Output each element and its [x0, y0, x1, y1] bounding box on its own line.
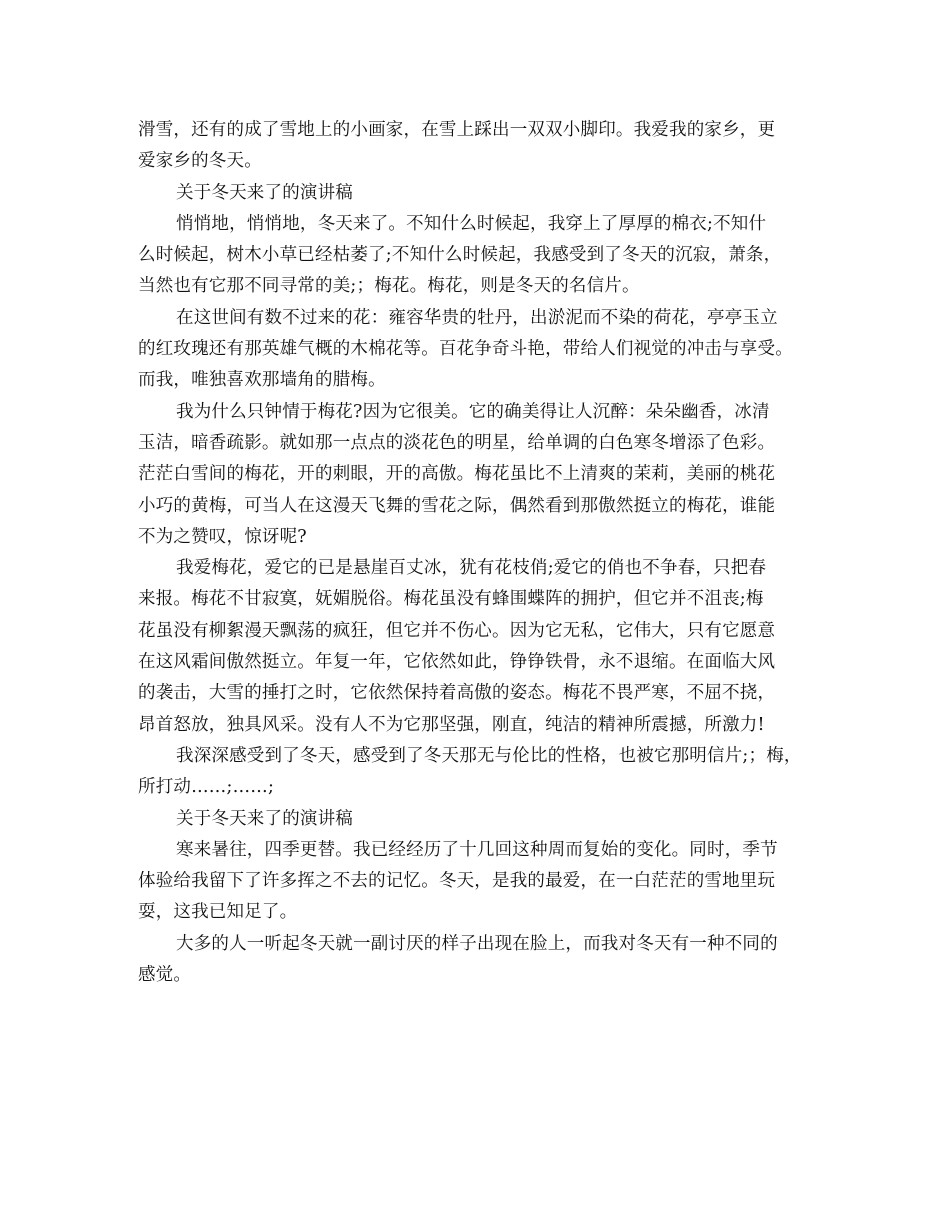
- text-line: 我深深感受到了冬天，感受到了冬天那无与伦比的性格，也被它那明信片;；梅，: [176, 745, 802, 766]
- text-line: 关于冬天来了的演讲稿: [176, 808, 353, 829]
- text-line: 玉洁，暗香疏影。就如那一点点的淡花色的明星，给单调的白色寒冬增添了色彩。: [138, 432, 776, 453]
- text-line: 而我，唯独喜欢那墙角的腊梅。: [138, 370, 386, 391]
- text-line: 当然也有它那不同寻常的美;；梅花。梅花，则是冬天的名信片。: [138, 276, 640, 297]
- text-line: 在这世间有数不过来的花：雍容华贵的牡丹，出淤泥而不染的荷花，亭亭玉立: [176, 307, 778, 328]
- paragraph: [138, 115, 818, 178]
- text-line: 耍，这我已知足了。: [138, 902, 298, 923]
- paragraph: [138, 835, 818, 929]
- text-line: 的袭击，大雪的捶打之时，它依然保持着高傲的姿态。梅花不畏严寒，不屈不挠，: [138, 683, 776, 704]
- text-line: 滑雪，还有的成了雪地上的小画家，在雪上踩出一双双小脚印。我爱我的家乡，更: [138, 120, 776, 140]
- text-line: 爱家乡的冬天。: [138, 151, 262, 172]
- paragraph: [138, 397, 818, 553]
- text-line: 我为什么只钟情于梅花?因为它很美。它的确美得让人沉醉：朵朵幽香，冰清: [176, 401, 770, 422]
- text-line: 花虽没有柳絮漫天飘荡的疯狂，但它并不伤心。因为它无私，它伟大，只有它愿意: [138, 620, 776, 641]
- text-line: 的红玫瑰还有那英雄气概的木棉花等。百花争奇斗艳，带给人们视觉的冲击与享受。: [138, 339, 793, 360]
- text-line: 大多的人一听起冬天就一副讨厌的样子出现在脸上，而我对冬天有一种不同的: [176, 933, 778, 954]
- text-line: 悄悄地，悄悄地，冬天来了。不知什么时候起，我穿上了厚厚的棉衣;不知什: [176, 213, 767, 234]
- text-line: 感觉。: [138, 965, 192, 986]
- text-line: 小巧的黄梅，可当人在这漫天飞舞的雪花之际，偶然看到那傲然挺立的梅花，谁能: [138, 495, 776, 516]
- text-line: 寒来暑往，四季更替。我已经经历了十几回这种周而复始的变化。同时，季节: [176, 839, 778, 860]
- paragraph: [138, 209, 818, 303]
- paragraph: [138, 929, 818, 992]
- text-line: 来报。梅花不甘寂寞，妩媚脱俗。梅花虽没有蜂围蝶阵的拥护，但它并不沮丧;梅: [138, 589, 764, 610]
- text-line: 茫茫白雪间的梅花，开的刺眼，开的高傲。梅花虽比不上清爽的茉莉，美丽的桃花: [138, 464, 776, 485]
- paragraph: [138, 741, 818, 804]
- text-line: 体验给我留下了许多挥之不去的记忆。冬天，是我的最爱，在一白茫茫的雪地里玩: [138, 871, 776, 892]
- text-line: 在这风霜间傲然挺立。年复一年，它依然如此，铮铮铁骨，永不退缩。在面临大风: [138, 652, 776, 673]
- text-line: 我爱梅花，爱它的已是悬崖百丈冰，犹有花枝俏;爱它的俏也不争春，只把春: [176, 558, 767, 579]
- text-line: 关于冬天来了的演讲稿: [176, 182, 353, 203]
- document-body: [138, 115, 818, 991]
- text-line: 所打动……;……;: [138, 777, 275, 798]
- text-line: 昂首怒放，独具风采。没有人不为它那坚强，刚直，纯洁的精神所震撼，所激力!: [138, 714, 765, 735]
- paragraph: [138, 804, 818, 835]
- paragraph: [138, 553, 818, 741]
- paragraph: [138, 178, 818, 209]
- paragraph: [138, 303, 818, 397]
- text-line: 么时候起，树木小草已经枯萎了;不知什么时候起，我感受到了冬天的沉寂，萧条，: [138, 245, 782, 266]
- text-line: 不为之赞叹，惊讶呢?: [138, 526, 307, 547]
